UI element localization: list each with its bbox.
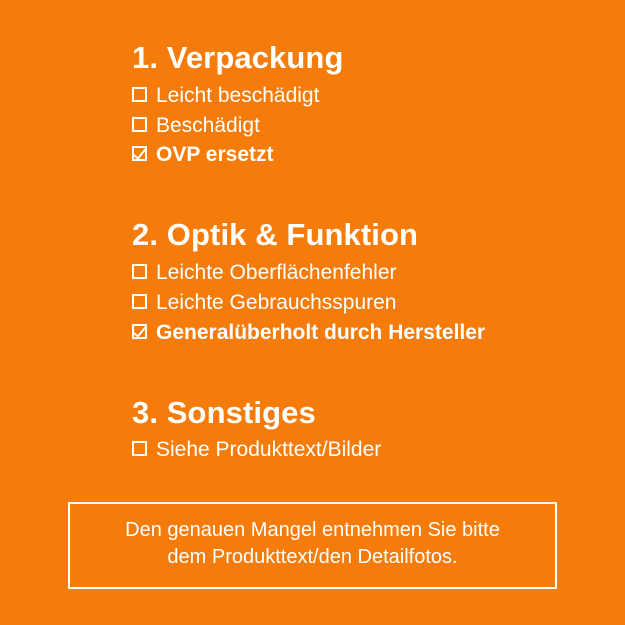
checkbox-checked-icon[interactable]: [132, 324, 147, 339]
section-sonstiges: [132, 395, 585, 465]
option-label: Beschädigt: [156, 113, 260, 137]
checkbox-unchecked-icon[interactable]: [132, 117, 147, 132]
option-row[interactable]: [132, 259, 585, 287]
checkbox-unchecked-icon[interactable]: [132, 264, 147, 279]
option-list: [132, 82, 585, 170]
section-verpackung: [132, 40, 585, 169]
notice-box: [68, 502, 557, 589]
notice-line-1: Den genauen Mangel entnehmen Sie bitte: [125, 518, 500, 541]
option-row[interactable]: [132, 319, 585, 347]
option-label: Leichte Oberflächenfehler: [156, 261, 397, 285]
option-label: Siehe Produkttext/Bilder: [156, 438, 382, 462]
option-list: [132, 436, 585, 464]
option-label: Leichte Gebrauchsspuren: [156, 290, 397, 314]
option-row[interactable]: [132, 141, 585, 169]
section-title: 2. Optik & Funktion: [132, 217, 419, 253]
checkbox-checked-icon[interactable]: [132, 146, 147, 161]
option-row[interactable]: [132, 436, 585, 464]
option-row[interactable]: [132, 112, 585, 140]
section-optik-funktion: [132, 217, 585, 346]
checkbox-unchecked-icon[interactable]: [132, 294, 147, 309]
section-title: 1. Verpackung: [132, 40, 344, 75]
notice-line-2: dem Produkttext/den Detailfotos.: [167, 546, 458, 569]
section-title: 3. Sonstiges: [132, 394, 316, 430]
checkbox-unchecked-icon[interactable]: [132, 87, 147, 102]
option-row[interactable]: [132, 82, 585, 110]
option-label: OVP ersetzt: [156, 143, 274, 167]
option-label: Generalüberholt durch Hersteller: [156, 320, 486, 344]
option-list: [132, 259, 585, 347]
option-label: Leicht beschädigt: [156, 83, 320, 107]
checkbox-unchecked-icon[interactable]: [132, 441, 147, 456]
option-row[interactable]: [132, 289, 585, 317]
